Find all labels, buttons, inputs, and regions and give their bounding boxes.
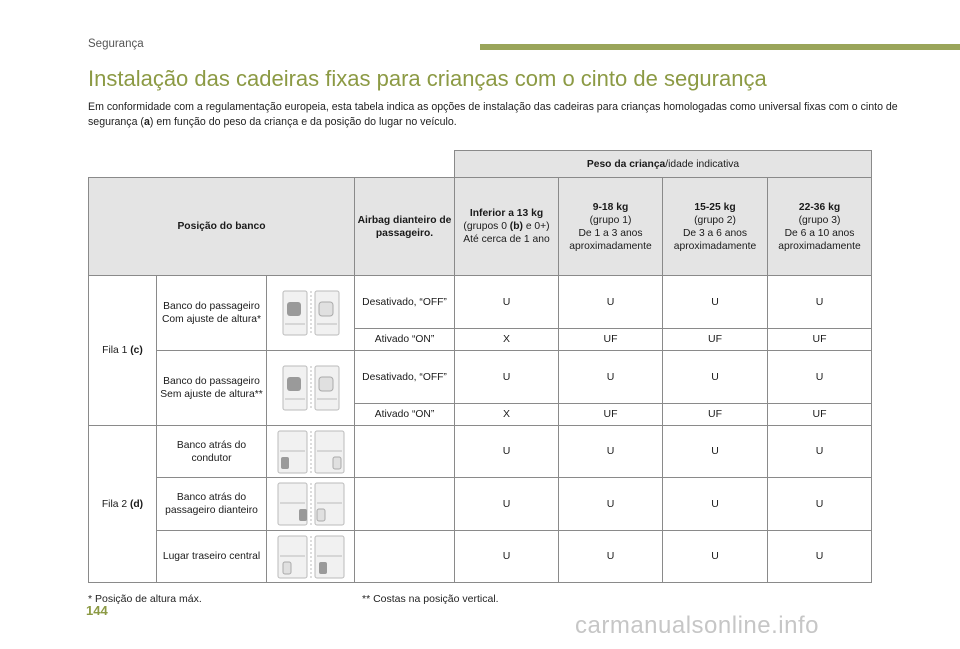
header-seat-position: Posição do banco (89, 178, 355, 276)
rear-seat-diagram-icon (275, 481, 347, 527)
footnote-2: ** Costas na posição vertical. (362, 593, 499, 605)
airbag-status-empty (355, 426, 455, 478)
value-cell: U (455, 531, 559, 583)
header-group-1: 9-18 kg (grupo 1) De 1 a 3 anos aproximadamente (559, 178, 663, 276)
front-seat-diagram-icon (279, 288, 343, 338)
weight-super-header: Peso da criança/idade indicativa (455, 151, 872, 178)
value-cell: U (663, 351, 768, 404)
rear-seat-diagram-icon (275, 534, 347, 580)
value-cell: U (455, 478, 559, 531)
airbag-status: Desativado, “OFF” (355, 276, 455, 329)
seat-label: Banco atrás do condutor (157, 426, 267, 478)
header-group-2: 15-25 kg (grupo 2) De 3 a 6 anos aproximadamente (663, 178, 768, 276)
seat-diagram-cell (267, 276, 355, 351)
page-number: 144 (86, 603, 108, 618)
watermark: carmanualsonline.info (575, 612, 819, 639)
airbag-status: Ativado “ON” (355, 404, 455, 426)
airbag-status-empty (355, 478, 455, 531)
value-cell: U (455, 276, 559, 329)
child-seat-table (88, 150, 872, 583)
value-cell: U (768, 531, 872, 583)
seat-diagram-cell (267, 426, 355, 478)
value-cell: U (663, 478, 768, 531)
value-cell: UF (559, 329, 663, 351)
value-cell: UF (768, 329, 872, 351)
seat-diagram-cell (267, 351, 355, 426)
row-group-label-row2: Fila 2 (d) (89, 426, 157, 583)
value-cell: U (768, 351, 872, 404)
seat-diagram-cell (267, 531, 355, 583)
value-cell: U (559, 531, 663, 583)
value-cell: U (663, 426, 768, 478)
intro-paragraph: Em conformidade com a regulamentação europeia, esta tabela indica as opções de instalação das cadeiras para crianças homologadas como universal fixas com o cinto de segurança (a) em função do peso da criança e da posição do lugar no veículo. (88, 101, 898, 128)
row-group-label-row1: Fila 1 (c) (89, 276, 157, 426)
airbag-status: Ativado “ON” (355, 329, 455, 351)
value-cell: U (768, 426, 872, 478)
front-seat-diagram-icon (279, 363, 343, 413)
value-cell: U (768, 276, 872, 329)
seat-label: Banco atrás do passageiro dianteiro (157, 478, 267, 531)
value-cell: X (455, 329, 559, 351)
header-group-0: Inferior a 13 kg (grupos 0 (b) e 0+) Até cerca de 1 ano (455, 178, 559, 276)
value-cell: UF (663, 329, 768, 351)
value-cell: U (455, 351, 559, 404)
header-airbag: Airbag dianteiro de passageiro. (355, 178, 455, 276)
section-color-bar (480, 44, 960, 50)
value-cell: UF (559, 404, 663, 426)
seat-label: Banco do passageiro Com ajuste de altura* (157, 276, 267, 351)
airbag-status: Desativado, “OFF” (355, 351, 455, 404)
value-cell: U (559, 478, 663, 531)
seat-label: Banco do passageiro Sem ajuste de altura** (157, 351, 267, 426)
section-label: Segurança (88, 38, 144, 50)
seat-diagram-cell (267, 478, 355, 531)
value-cell: U (559, 276, 663, 329)
value-cell: U (663, 531, 768, 583)
value-cell: U (559, 351, 663, 404)
value-cell: U (768, 478, 872, 531)
value-cell: UF (768, 404, 872, 426)
header-group-3: 22-36 kg (grupo 3) De 6 a 10 anos aproximadamente (768, 178, 872, 276)
value-cell: X (455, 404, 559, 426)
value-cell: UF (663, 404, 768, 426)
airbag-status-empty (355, 531, 455, 583)
footnote-1: * Posição de altura máx. (88, 593, 202, 605)
page-title: Instalação das cadeiras fixas para crianças com o cinto de segurança (88, 66, 767, 91)
value-cell: U (455, 426, 559, 478)
rear-seat-diagram-icon (275, 429, 347, 475)
seat-label: Lugar traseiro central (157, 531, 267, 583)
value-cell: U (663, 276, 768, 329)
value-cell: U (559, 426, 663, 478)
